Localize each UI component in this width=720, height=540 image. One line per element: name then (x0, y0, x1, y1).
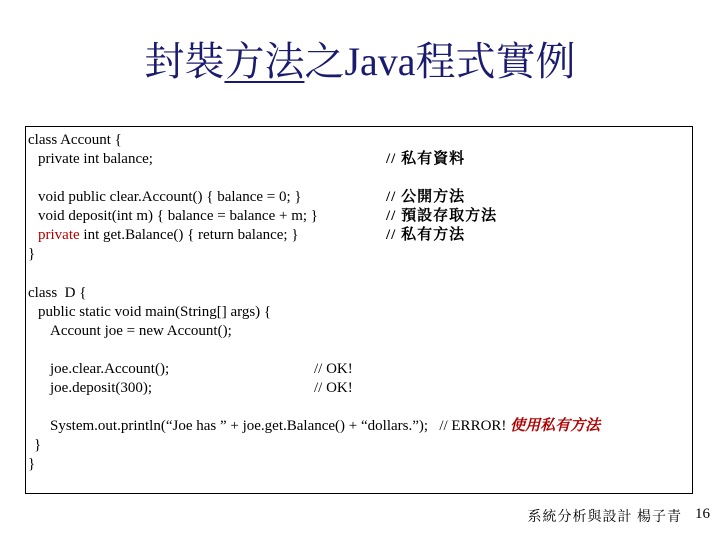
title-prefix: 封裝 (144, 39, 225, 84)
code-line-class-account: class Account { (28, 132, 122, 148)
code-line-new-account: Account joe = new Account(); (50, 323, 232, 339)
comment-public-method-text: // 公開方法 (386, 189, 466, 205)
comment-private-data (386, 150, 465, 168)
comment-error-zh: 使用私有方法 (510, 418, 601, 434)
comment-default-access-text: // 預設存取方法 (386, 208, 498, 224)
code-line-main: public static void main(String[] args) { (38, 304, 272, 320)
comment-error: // ERROR! (439, 418, 507, 434)
comment-ok-2: // OK! (314, 380, 353, 396)
title-suffix: 之Java程式實例 (304, 39, 576, 84)
code-line-close-d: } (28, 456, 36, 472)
comment-public-method (386, 188, 465, 206)
code-line-clear-account: void public clear.Account() { balance = 0; } (38, 189, 302, 205)
code-line-class-d: class D { (28, 285, 87, 301)
page-number: 16 (695, 506, 710, 522)
code-line-joe-deposit: joe.deposit(300); (50, 380, 153, 396)
get-balance-rest: int get.Balance() { return balance; } (79, 227, 299, 243)
slide-footer (0, 506, 720, 526)
code-line-deposit: void deposit(int m) { balance = balance + m; } (38, 208, 318, 224)
comment-private-data-text: // 私有資料 (386, 151, 466, 167)
title-underlined: 方法 (224, 39, 305, 84)
code-line-get-balance (38, 226, 299, 244)
comment-private-method-text: // 私有方法 (386, 227, 466, 243)
comment-private-method (386, 226, 465, 244)
comment-default-access (386, 207, 497, 225)
code-line-println (50, 417, 600, 435)
slide-title (0, 38, 720, 86)
code-line-private-balance: private int balance; (38, 151, 153, 167)
code-line-close-account: } (28, 246, 36, 262)
private-keyword: private (38, 227, 80, 243)
comment-ok-1: // OK! (314, 361, 353, 377)
course-author: 系統分析與設計 楊子青 (527, 510, 682, 525)
println-statement: System.out.println(“Joe has ” + joe.get.Balance() + “dollars.”); (50, 418, 429, 434)
code-line-close-main: } (34, 437, 42, 453)
code-box (25, 126, 693, 494)
code-line-joe-clear: joe.clear.Account(); (50, 361, 170, 377)
